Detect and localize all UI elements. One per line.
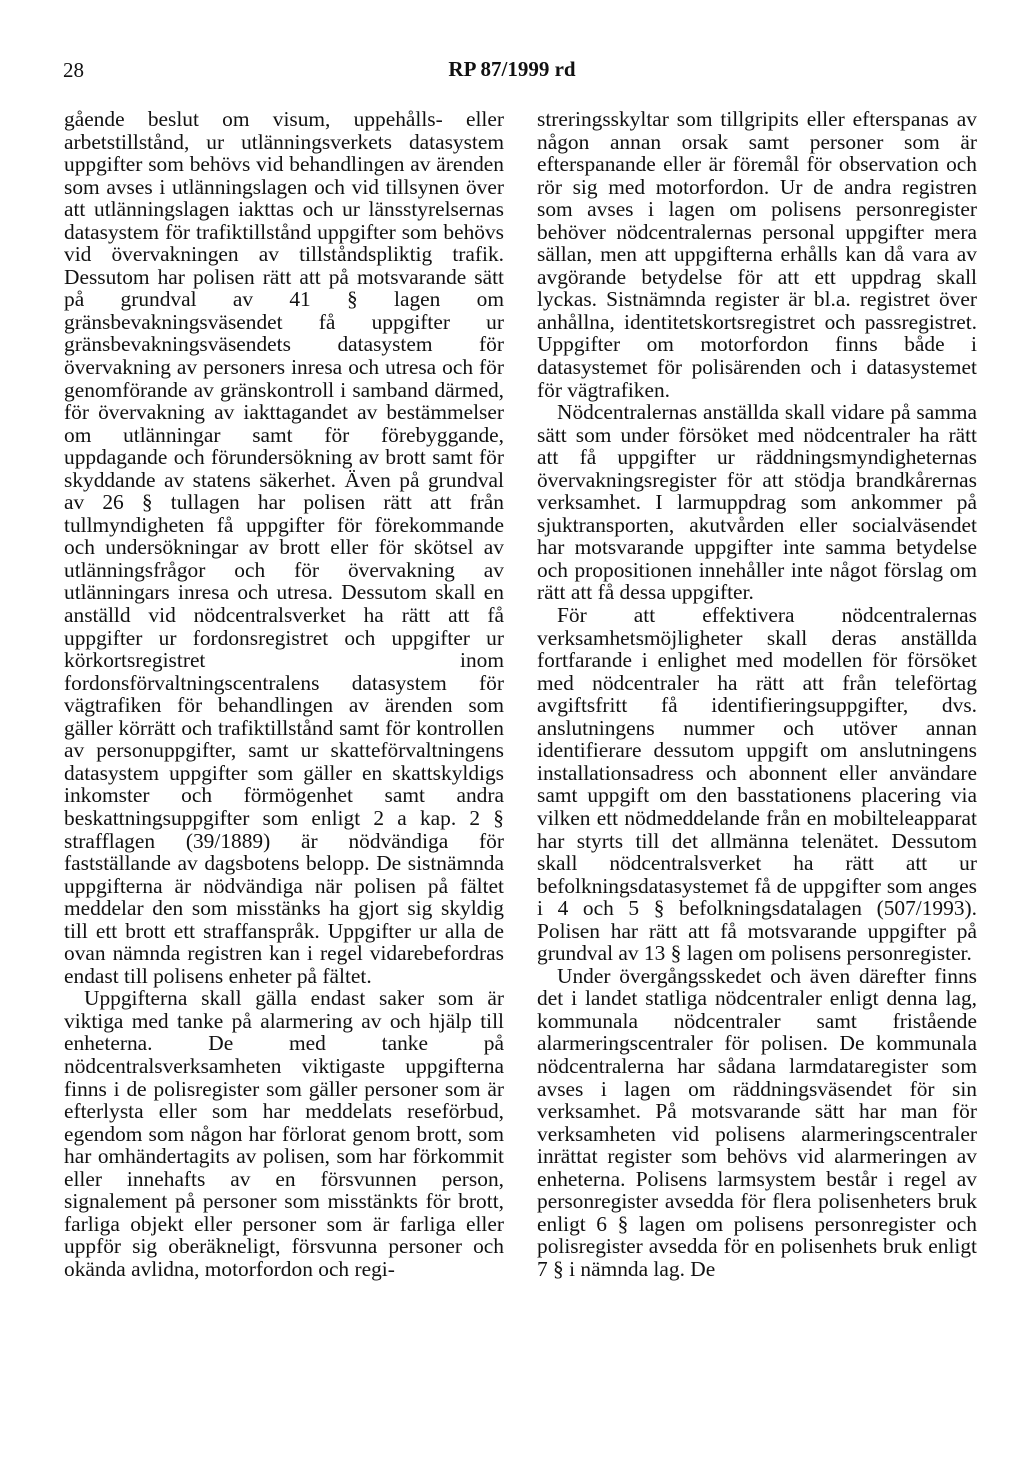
paragraph: gående beslut om visum, uppehålls- eller arbetstillstånd, ur utlänningsverkets datasystem uppgifter som behövs vid behandlingen av ärenden som avses i utlänningslagen och vid tillsynen över att utlänningslagen iakttas och ur länsstyrelsernas datasystem för trafiktillstånd uppgifter som behövs vid övervakningen av tillståndspliktig trafik. Dessutom har polisen rätt att på motsvarande sätt på grundval av 41 § lagen om gränsbevakningsväsendet få uppgifter ur gränsbevakningsväsendets datasystem för övervakning av personers inresa och utresa och för genomförande av gränskontroll i samband därmed, för övervakning av iakttagandet av bestämmelser om utlänningar samt för förebyggande, uppdagande och förundersökning av brott samt för skyddande av statens säkerhet. Även på grundval av 26 § tullagen har polisen rätt att från tullmyndigheten få uppgifter för förekommande och undersökningar av brott eller för skötsel av utlänningsfrågor och för övervakning av utlänningars inresa och utresa. Dessutom skall en anställd vid nödcentralsverket ha rätt att få uppgifter ur fordonsregistret och uppgifter ur körkortsregistret inom fordonsförvaltningscentralens datasystem för vägtrafiken för behandlingen av ärenden som gäller körrätt och trafiktillstånd samt för kontrollen av personuppgifter, samt ur skatteförvaltningens datasystem uppgifter som gäller en skattskyldigs inkomster och förmögenhet samt andra beskattningsuppgifter som enligt 2 a kap. 2 § strafflagen (39/1889) är nödvändiga för fastställande av dagsbotens belopp. De sistnämnda uppgifterna är nödvändiga när polisen på fältet meddelar den som misstänks ha gjort sig skyldig till ett brott ett straffanspråk. Uppgifter ur alla de ovan nämnda registren kan i regel vidarebefordras endast till polisens enheter på fältet. (64, 107, 504, 988)
paragraph: Nödcentralernas anställda skall vidare på samma sätt som under försöket med nödcentraler ha rätt att få uppgifter ur räddningsmyndigheternas övervakningsregister för att stödja brandkårernas verksamhet. I larmuppdrag som ankommer på sjuktransporten, akutvården eller socialväsendet har motsvarande uppgifter inte samma betydelse och propositionen innehåller inte något förslag om rätt att få dessa uppgifter. (537, 400, 977, 605)
running-head: RP 87/1999 rd (448, 57, 576, 81)
paragraph: Under övergångsskedet och även därefter finns det i landet statliga nödcentraler enligt denna lag, kommunala nödcentraler samt fristående alarmeringscentraler för polisen. De kommunala nödcentralerna har sådana larmdataregister som avses i lagen om räddningsväsendet för sin verksamhet. På motsvarande sätt har man för verksamheten vid polisens alarmeringscentraler inrättat register som behövs vid alarmeringen av enheterna. Polisens larmsystem består i regel av personregister avsedda för flera polisenheters bruk enligt 6 § lagen om polisens personregister och polisregister avsedda för en polisenhets bruk enligt 7 § i nämnda lag. De (537, 963, 977, 1281)
right-column (537, 108, 977, 1408)
paragraph: streringsskyltar som tillgripits eller efterspanas av någon annan orsak samt personer som är efterspanande eller är föremål för observation och rör sig med motorfordon. Ur de andra registren som avses i lagen om polisens personregister behöver nödcentralernas personal uppgifter mera sällan, men att uppgifterna erhålls kan då vara av avgörande betydelse för att ett uppdrag skall lyckas. Sistnämnda register är bl.a. registret över anhållna, identitetskortsregistret och passregistret. Uppgifter om motorfordon finns både i datasystemet för polisärenden och i datasystemet för vägtrafiken. (537, 107, 977, 402)
page-number: 28 (63, 58, 84, 82)
paragraph: För att effektivera nödcentralernas verksamhetsmöjligheter skall deras anställda fortfarande i enlighet med modellen för försöket med nödcentraler ha rätt att från teleförtag avgiftsfritt få identifieringsuppgifter, dvs. anslutningens nummer och utöver annan identifierare dessutom uppgift om anslutningens installationsadress och abonnent eller användare samt uppgift om den basstationens placering via vilken ett nödmeddelande från en mobilteleapparat har styrts till det allmänna telenätet. Dessutom skall nödcentralsverket ha rätt att ur befolkningsdatasystemet få de uppgifter som anges i 4 och 5 § befolkningsdatalagen (507/1993). Polisen har rätt att få motsvarande uppgifter på grundval av 13 § lagen om polisens personregister. (537, 603, 977, 966)
paragraph: Uppgifterna skall gälla endast saker som är viktiga med tanke på alarmering av och hjälp till enheterna. De med tanke på nödcentralsverksamheten viktigaste uppgifterna finns i de polisregister som gäller personer som är efterlysta eller som har meddelats reseförbud, egendom som någon har förlorat genom brott, som har omhändertagits av polisen, som har förkommit eller innehafts av en försvunnen person, signalement på personer som misstänkts för brott, farliga objekt eller personer som är farliga eller uppför sig oberäkneligt, försvunna personer och okända avlidna, motorfordon och regi- (64, 986, 504, 1281)
left-column (64, 108, 504, 1408)
